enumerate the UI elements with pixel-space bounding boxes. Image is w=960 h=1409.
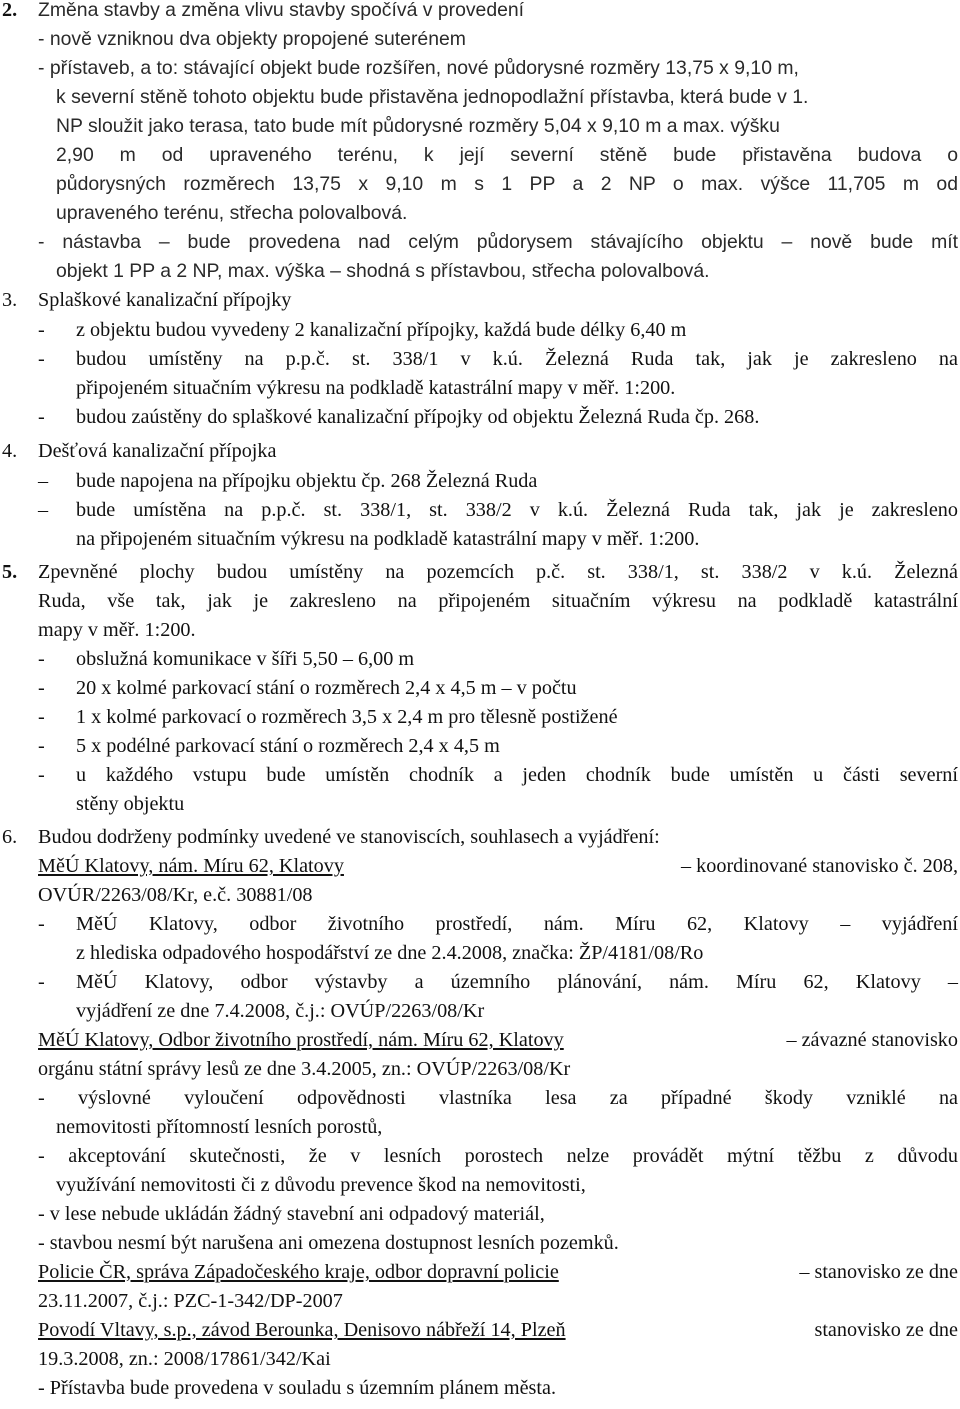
authority-statement-continuation: 23.11.2007, č.j.: PZC-1-342/DP-2007 bbox=[38, 1290, 343, 1312]
authority-statement: stanovisko ze dne bbox=[814, 1319, 958, 1341]
section-4-number: 4. bbox=[2, 440, 18, 462]
list-item-continuation: stěny objektu bbox=[76, 793, 185, 815]
list-dash: - bbox=[38, 348, 45, 370]
section-2-line: objekt 1 PP a 2 NP, max. výška – shodná s přístavbou, střecha polovalbová. bbox=[56, 260, 710, 282]
list-item: z objektu budou vyvedeny 2 kanalizační přípojky, každá bude délky 6,40 m bbox=[76, 319, 687, 341]
list-dash: – bbox=[38, 470, 49, 492]
section-5-line: Zpevněné plochy budou umístěny na pozemcích p.č. st. 338/1, st. 338/2 v k.ú. Železná bbox=[38, 561, 958, 583]
list-item: 20 x kolmé parkovací stání o rozměrech 2,4 x 4,5 m – v počtu bbox=[76, 677, 577, 699]
condition-item-continuation: využívání nemovitosti či z důvodu prevence škod na nemovitosti, bbox=[56, 1174, 586, 1196]
section-5-number: 5. bbox=[2, 561, 18, 583]
section-2-line: upraveného terénu, střecha polovalbová. bbox=[56, 202, 408, 224]
list-item: MěÚ Klatovy, odbor výstavby a územního plánování, nám. Míru 62, Klatovy – bbox=[76, 971, 958, 993]
list-dash: – bbox=[38, 499, 49, 521]
list-item: budou umístěny na p.p.č. st. 338/1 v k.ú. Železná Ruda tak, jak je zakresleno na bbox=[76, 348, 958, 370]
authority-statement-continuation: 19.3.2008, zn.: 2008/17861/342/Kai bbox=[38, 1348, 331, 1370]
section-2-number: 2. bbox=[2, 0, 18, 21]
list-dash: - bbox=[38, 319, 45, 341]
list-dash: - bbox=[38, 735, 45, 757]
list-item-continuation: vyjádření ze dne 7.4.2008, č.j.: OVÚP/2263/08/Kr bbox=[76, 1000, 485, 1022]
authority-statement: – závazné stanovisko bbox=[786, 1029, 958, 1051]
section-4-heading: Dešťová kanalizační přípojka bbox=[38, 440, 277, 462]
section-2-heading: Změna stavby a změna vlivu stavby spočívá v provedení bbox=[38, 0, 525, 21]
condition-item-continuation: nemovitosti přítomností lesních porostů, bbox=[56, 1116, 383, 1138]
list-dash: - bbox=[38, 706, 45, 728]
condition-item: - Přístavba bude provedena v souladu s územním plánem města. bbox=[38, 1377, 557, 1399]
list-item: MěÚ Klatovy, odbor životního prostředí, nám. Míru 62, Klatovy – vyjádření bbox=[76, 913, 958, 935]
section-5-line: mapy v měř. 1:200. bbox=[38, 619, 196, 641]
list-dash: - bbox=[38, 677, 45, 699]
list-item: budou zaústěny do splaškové kanalizační přípojky od objektu Železná Ruda čp. 268. bbox=[76, 406, 760, 428]
authority-statement: – koordinované stanovisko č. 208, bbox=[681, 855, 958, 877]
section-2-line: 2,90 m od upraveného terénu, k její severní stěně bude přistavěna budova o bbox=[56, 144, 958, 166]
list-item-continuation: připojeném situačním výkresu na podkladě katastrální mapy v měř. 1:200. bbox=[76, 377, 676, 399]
section-2-line: k severní stěně tohoto objektu bude přistavěna jednopodlažní přístavba, která bude v 1. bbox=[56, 86, 809, 108]
condition-item: - výslovné vyloučení odpovědnosti vlastníka lesa za případné škody vzniklé na bbox=[38, 1087, 958, 1109]
condition-item: - stavbou nesmí být narušena ani omezena dostupnost lesních pozemků. bbox=[38, 1232, 619, 1254]
section-5-line: Ruda, vše tak, jak je zakresleno na připojeném situačním výkresu na podkladě katastrální bbox=[38, 590, 958, 612]
authority-statement: – stanovisko ze dne bbox=[799, 1261, 958, 1283]
list-item: bude umístěna na p.p.č. st. 338/1, st. 338/2 v k.ú. Železná Ruda tak, jak je zakresleno bbox=[76, 499, 958, 521]
section-2-line: - nově vzniknou dva objekty propojené suterénem bbox=[38, 28, 466, 50]
list-item-continuation: z hlediska odpadového hospodářství ze dne 2.4.2008, značka: ŽP/4181/08/Ro bbox=[76, 942, 704, 964]
section-3-heading: Splaškové kanalizační přípojky bbox=[38, 289, 292, 311]
section-2-line: - přístaveb, a to: stávající objekt bude rozšířen, nové půdorysné rozměry 13,75 x 9,10 m, bbox=[38, 57, 799, 79]
list-item: bude napojena na přípojku objektu čp. 268 Železná Ruda bbox=[76, 470, 538, 492]
list-item: obslužná komunikace v šíři 5,50 – 6,00 m bbox=[76, 648, 415, 670]
section-3-number: 3. bbox=[2, 289, 18, 311]
section-6-heading: Budou dodrženy podmínky uvedené ve stanoviscích, souhlasech a vyjádření: bbox=[38, 826, 660, 848]
section-2-line: půdorysných rozměrech 13,75 x 9,10 m s 1 PP a 2 NP o max. výšce 11,705 m od bbox=[56, 173, 958, 195]
list-dash: - bbox=[38, 406, 45, 428]
section-2-line: NP sloužit jako terasa, tato bude mít půdorysné rozměry 5,04 x 9,10 m a max. výšku bbox=[56, 115, 780, 137]
authority-name: MěÚ Klatovy, Odbor životního prostředí, nám. Míru 62, Klatovy bbox=[38, 1029, 564, 1051]
authority-name: Policie ČR, správa Západočeského kraje, odbor dopravní policie bbox=[38, 1261, 559, 1283]
authority-name: Povodí Vltavy, s.p., závod Berounka, Denisovo nábřeží 14, Plzeň bbox=[38, 1319, 566, 1341]
list-dash: - bbox=[38, 971, 45, 993]
section-2-line: - nástavba – bude provedena nad celým půdorysem stávajícího objektu – nově bude mít bbox=[38, 231, 958, 253]
condition-item: - v lese nebude ukládán žádný stavební ani odpadový materiál, bbox=[38, 1203, 545, 1225]
authority-statement-continuation: OVÚR/2263/08/Kr, e.č. 30881/08 bbox=[38, 884, 313, 906]
list-dash: - bbox=[38, 764, 45, 786]
list-dash: - bbox=[38, 648, 45, 670]
authority-statement-continuation: orgánu státní správy lesů ze dne 3.4.2005, zn.: OVÚP/2263/08/Kr bbox=[38, 1058, 571, 1080]
condition-item: - akceptování skutečnosti, že v lesních porostech nelze provádět mýtní těžbu z důvodu bbox=[38, 1145, 958, 1167]
list-item: 1 x kolmé parkovací o rozměrech 3,5 x 2,4 m pro tělesně postižené bbox=[76, 706, 618, 728]
section-6-number: 6. bbox=[2, 826, 18, 848]
authority-name: MěÚ Klatovy, nám. Míru 62, Klatovy bbox=[38, 855, 344, 877]
list-item-continuation: na připojeném situačním výkresu na podkladě katastrální mapy v měř. 1:200. bbox=[76, 528, 700, 550]
list-item: u každého vstupu bude umístěn chodník a jeden chodník bude umístěn u části severní bbox=[76, 764, 958, 786]
list-dash: - bbox=[38, 913, 45, 935]
list-item: 5 x podélné parkovací stání o rozměrech 2,4 x 4,5 m bbox=[76, 735, 500, 757]
